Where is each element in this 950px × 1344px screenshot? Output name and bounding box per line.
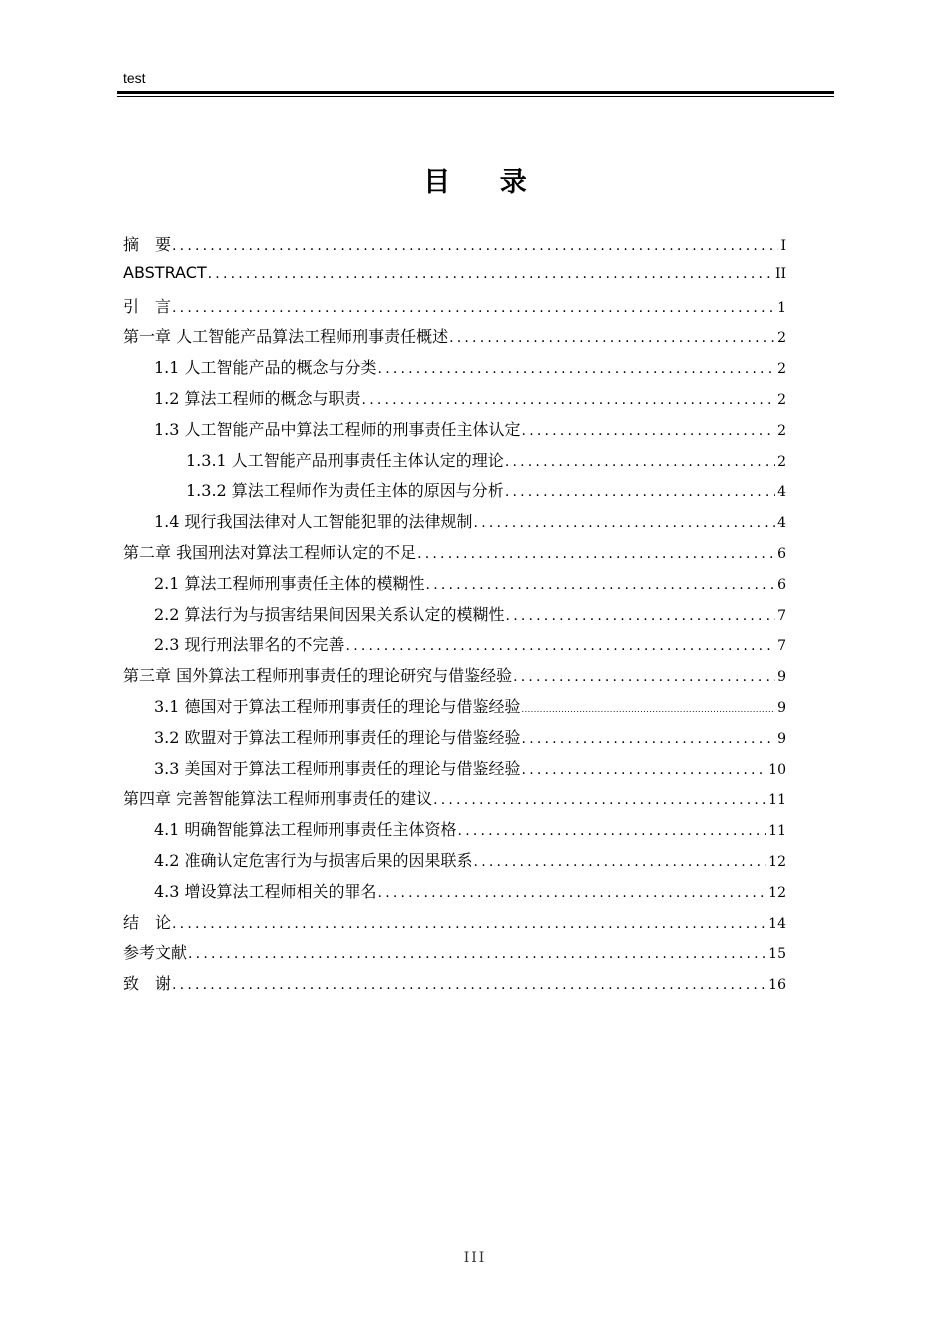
toc-entry-label: 3.3 美国对于算法工程师刑事责任的理论与借鉴经验 [154, 758, 521, 778]
toc-entry-label: 第四章 完善智能算法工程师刑事责任的建议 [123, 789, 433, 809]
toc-entry-label: 2.1 算法工程师刑事责任主体的模糊性 [154, 573, 425, 593]
toc-dot-leader [522, 731, 776, 747]
toc-entry-page: 9 [777, 699, 786, 716]
toc-dot-leader [378, 361, 776, 377]
toc-entry-label: ABSTRACT [123, 262, 207, 282]
toc-entry-label: 引 言 [123, 296, 172, 316]
toc-entry-page: 15 [768, 946, 786, 963]
toc-entry-page: 2 [777, 453, 786, 470]
toc-dot-leader [458, 823, 767, 839]
toc-entry-page: 9 [777, 730, 786, 747]
toc-entry[interactable] [123, 571, 786, 602]
toc-entry[interactable] [123, 663, 786, 694]
toc-entry[interactable] [123, 910, 786, 941]
toc-dot-leader [378, 885, 767, 901]
toc-dot-leader [188, 946, 766, 962]
toc-entry-page: 6 [777, 576, 786, 593]
toc-entry[interactable] [123, 540, 786, 571]
header-rule-thick [117, 91, 834, 94]
toc-entry[interactable] [123, 509, 786, 540]
toc-dot-leader [172, 300, 775, 316]
toc-dot-leader [449, 330, 775, 346]
toc-entry[interactable] [123, 817, 786, 848]
toc-entry-label: 1.3 人工智能产品中算法工程师的刑事责任主体认定 [154, 419, 521, 439]
toc-dot-leader [362, 392, 776, 408]
toc-entry-page: 2 [777, 422, 786, 439]
toc-dot-leader [513, 669, 775, 685]
toc-entry[interactable] [123, 940, 786, 971]
toc-entry-page: 4 [777, 484, 786, 501]
toc-entry-page: 16 [768, 977, 786, 994]
toc-entry-page: 7 [777, 607, 786, 624]
page-title: 目 录 [423, 167, 547, 198]
header-rule-thin [117, 96, 834, 97]
table-of-contents [123, 232, 786, 1002]
toc-entry-label: 结 论 [123, 912, 172, 932]
toc-entry-page: 14 [768, 915, 786, 932]
toc-dot-leader [522, 762, 767, 778]
running-header: test [123, 70, 146, 86]
toc-entry-page: 6 [777, 545, 786, 562]
toc-entry[interactable] [123, 417, 786, 448]
toc-dot-leader [417, 546, 775, 562]
toc-entry-label: 4.2 准确认定危害行为与损害后果的因果联系 [154, 850, 473, 870]
toc-entry-page: 10 [768, 761, 786, 778]
toc-dot-leader [506, 608, 776, 624]
toc-entry-page: 4 [777, 515, 786, 532]
toc-entry-label: 3.1 德国对于算法工程师刑事责任的理论与借鉴经验 [154, 696, 521, 716]
toc-entry[interactable] [123, 478, 786, 509]
toc-entry-label: 4.1 明确智能算法工程师刑事责任主体资格 [154, 820, 457, 840]
toc-entry[interactable] [123, 879, 786, 910]
toc-entry-page: 2 [777, 391, 786, 408]
toc-entry-page: 1 [777, 299, 786, 316]
toc-entry[interactable] [123, 725, 786, 756]
toc-entry-page: 9 [777, 669, 786, 686]
toc-entry-label: 2.3 现行刑法罪名的不完善 [154, 635, 345, 655]
toc-entry[interactable] [123, 386, 786, 417]
toc-entry-label: 2.2 算法行为与损害结果间因果关系认定的模糊性 [154, 604, 505, 624]
toc-entry-label: 4.3 增设算法工程师相关的罪名 [154, 881, 377, 901]
toc-entry-label: 第一章 人工智能产品算法工程师刑事责任概述 [123, 327, 449, 347]
toc-entry-label: 参考文献 [123, 943, 188, 963]
toc-entry-page: 2 [777, 330, 786, 347]
toc-dot-leader [505, 454, 775, 470]
toc-dot-leader [505, 484, 775, 500]
toc-entry[interactable] [123, 971, 786, 1002]
toc-dot-leader [522, 705, 776, 714]
toc-entry[interactable] [123, 848, 786, 879]
toc-dot-leader [474, 515, 776, 531]
toc-dot-leader [346, 638, 776, 654]
toc-dot-leader [433, 792, 766, 808]
toc-entry-label: 摘 要 [123, 235, 172, 254]
toc-entry-page: 2 [777, 361, 786, 378]
toc-entry-page: 11 [768, 823, 786, 840]
toc-entry[interactable] [123, 232, 786, 263]
toc-entry[interactable] [123, 632, 786, 663]
toc-dot-leader [208, 266, 773, 282]
toc-dot-leader [172, 977, 766, 993]
toc-entry-label: 第二章 我国刑法对算法工程师认定的不足 [123, 542, 417, 562]
toc-entry-label: 1.3.2 算法工程师作为责任主体的原因与分析 [186, 481, 504, 501]
toc-dot-leader [172, 238, 778, 254]
toc-entry[interactable] [123, 448, 786, 479]
toc-dot-leader [522, 423, 776, 439]
toc-entry[interactable] [123, 355, 786, 386]
toc-entry-label: 1.3.1 人工智能产品刑事责任主体认定的理论 [186, 450, 504, 470]
toc-dot-leader [426, 577, 776, 593]
toc-entry-label: 1.2 算法工程师的概念与职责 [154, 388, 361, 408]
toc-entry[interactable] [123, 263, 786, 294]
toc-entry[interactable] [123, 756, 786, 787]
toc-entry-label: 第三章 国外算法工程师刑事责任的理论研究与借鉴经验 [123, 666, 513, 686]
toc-entry-page: II [774, 265, 786, 282]
toc-entry-label: 致 谢 [123, 974, 172, 994]
toc-entry-label: 3.2 欧盟对于算法工程师刑事责任的理论与借鉴经验 [154, 727, 521, 747]
toc-entry-page: 11 [768, 792, 786, 809]
toc-dot-leader [474, 854, 767, 870]
toc-entry[interactable] [123, 786, 786, 817]
toc-entry[interactable] [123, 294, 786, 325]
toc-entry-page: 12 [768, 853, 786, 870]
toc-entry[interactable] [123, 694, 786, 725]
page-number: III [463, 1250, 487, 1266]
toc-dot-leader [172, 916, 766, 932]
toc-entry-page: I [780, 238, 786, 254]
toc-entry[interactable] [123, 602, 786, 633]
toc-entry[interactable] [123, 324, 786, 355]
toc-entry-page: 12 [768, 884, 786, 901]
toc-entry-label: 1.4 现行我国法律对人工智能犯罪的法律规制 [154, 512, 473, 532]
toc-entry-label: 1.1 人工智能产品的概念与分类 [154, 358, 377, 378]
toc-entry-page: 7 [777, 638, 786, 655]
